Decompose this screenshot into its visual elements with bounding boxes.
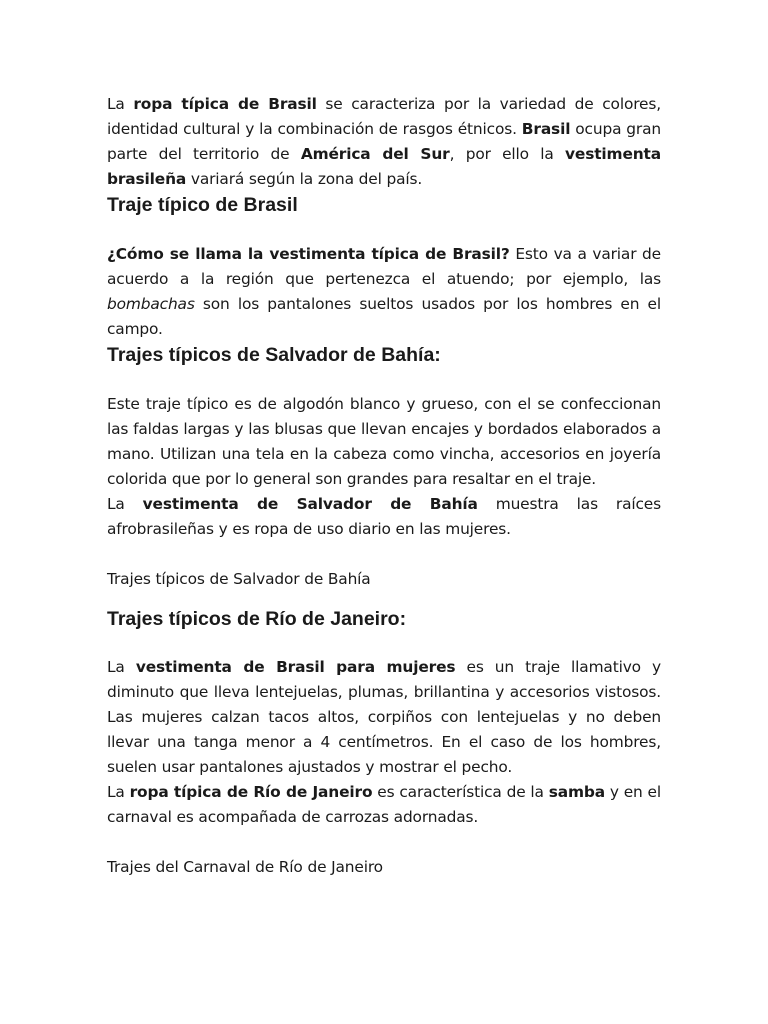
- section3-text-3: La: [107, 783, 130, 801]
- heading-salvador-de-bahia: Trajes típicos de Salvador de Bahía:: [107, 344, 441, 366]
- spacer: [107, 632, 661, 655]
- intro-bold-america-del-sur: América del Sur: [300, 145, 450, 163]
- intro-bold-vestimenta-brasilena: vestimenta brasileña: [107, 145, 661, 188]
- caption-carnaval-rio: Trajes del Carnaval de Río de Janeiro: [107, 858, 383, 876]
- section1-text-1: Esto va a variar de acuerdo a la región que pertenezca el atuendo; por ejemplo, las: [107, 245, 661, 288]
- spacer: [107, 542, 661, 567]
- intro-text-3: ocupa gran parte del territorio de: [107, 120, 661, 163]
- intro-text-5: variará según la zona del país.: [186, 170, 423, 188]
- section3-text-5: y en el carnaval es acompañada de carrozas adornadas.: [107, 783, 661, 826]
- section2-text-2: muestra las raíces afrobrasileñas y es ropa de uso diario en las mujeres.: [107, 495, 661, 538]
- section1-italic-bombachas: bombachas: [107, 295, 195, 313]
- section3-text-1: La: [107, 658, 136, 676]
- section3-text-2: es un traje llamativo y diminuto que lleva lentejuelas, plumas, brillantina y accesorios vistosos. Las mujeres calzan tacos altos, corpiños con lentejuelas y no deben llevar una tanga menor a 4 centímetros. En el caso de los hombres, suelen usar pantalones ajustados y mostrar el pecho.: [107, 658, 661, 776]
- section1-paragraph: [107, 242, 661, 342]
- intro-text-1: La: [107, 95, 134, 113]
- section3-paragraph-1: [107, 655, 661, 780]
- heading-traje-tipico-brasil: Traje típico de Brasil: [107, 194, 298, 216]
- spacer: [107, 368, 661, 392]
- intro-bold-brasil: Brasil: [521, 120, 571, 138]
- section3-bold-ropa-rio: ropa típica de Río de Janeiro: [129, 783, 373, 801]
- spacer: [107, 592, 661, 606]
- section2-bold-vestimenta-salvador: vestimenta de Salvador de Bahía: [142, 495, 478, 513]
- section2-text-1: La: [107, 495, 143, 513]
- heading-rio-de-janeiro: Trajes típicos de Río de Janeiro:: [107, 608, 407, 630]
- intro-paragraph: [107, 92, 661, 192]
- section3-paragraph-2: [107, 780, 661, 830]
- section3-bold-samba: samba: [548, 783, 605, 801]
- spacer: [107, 830, 661, 855]
- section1-question: ¿Cómo se llama la vestimenta típica de Brasil?: [107, 245, 510, 263]
- spacer: [107, 218, 661, 242]
- caption-salvador-de-bahia: Trajes típicos de Salvador de Bahía: [107, 570, 371, 588]
- intro-text-4: , por ello la: [449, 145, 566, 163]
- section2-paragraph-2: [107, 492, 661, 542]
- section2-paragraph-1: Este traje típico es de algodón blanco y grueso, con el se confeccionan las faldas largas y las blusas que llevan encajes y bordados elaborados a mano. Utilizan una tela en la cabeza como vincha, accesorios en joyería colorida que por lo general son grandes para resaltar en el traje.: [107, 395, 661, 488]
- section3-bold-vestimenta-mujeres: vestimenta de Brasil para mujeres: [135, 658, 456, 676]
- intro-text-2: se caracteriza por la variedad de colores, identidad cultural y la combinación de rasgos étnicos.: [107, 95, 661, 138]
- intro-bold-ropa-tipica: ropa típica de Brasil: [133, 95, 317, 113]
- section3-text-4: es característica de la: [372, 783, 549, 801]
- section1-text-2: son los pantalones sueltos usados por los hombres en el campo.: [107, 295, 661, 338]
- document-page: [107, 92, 661, 880]
